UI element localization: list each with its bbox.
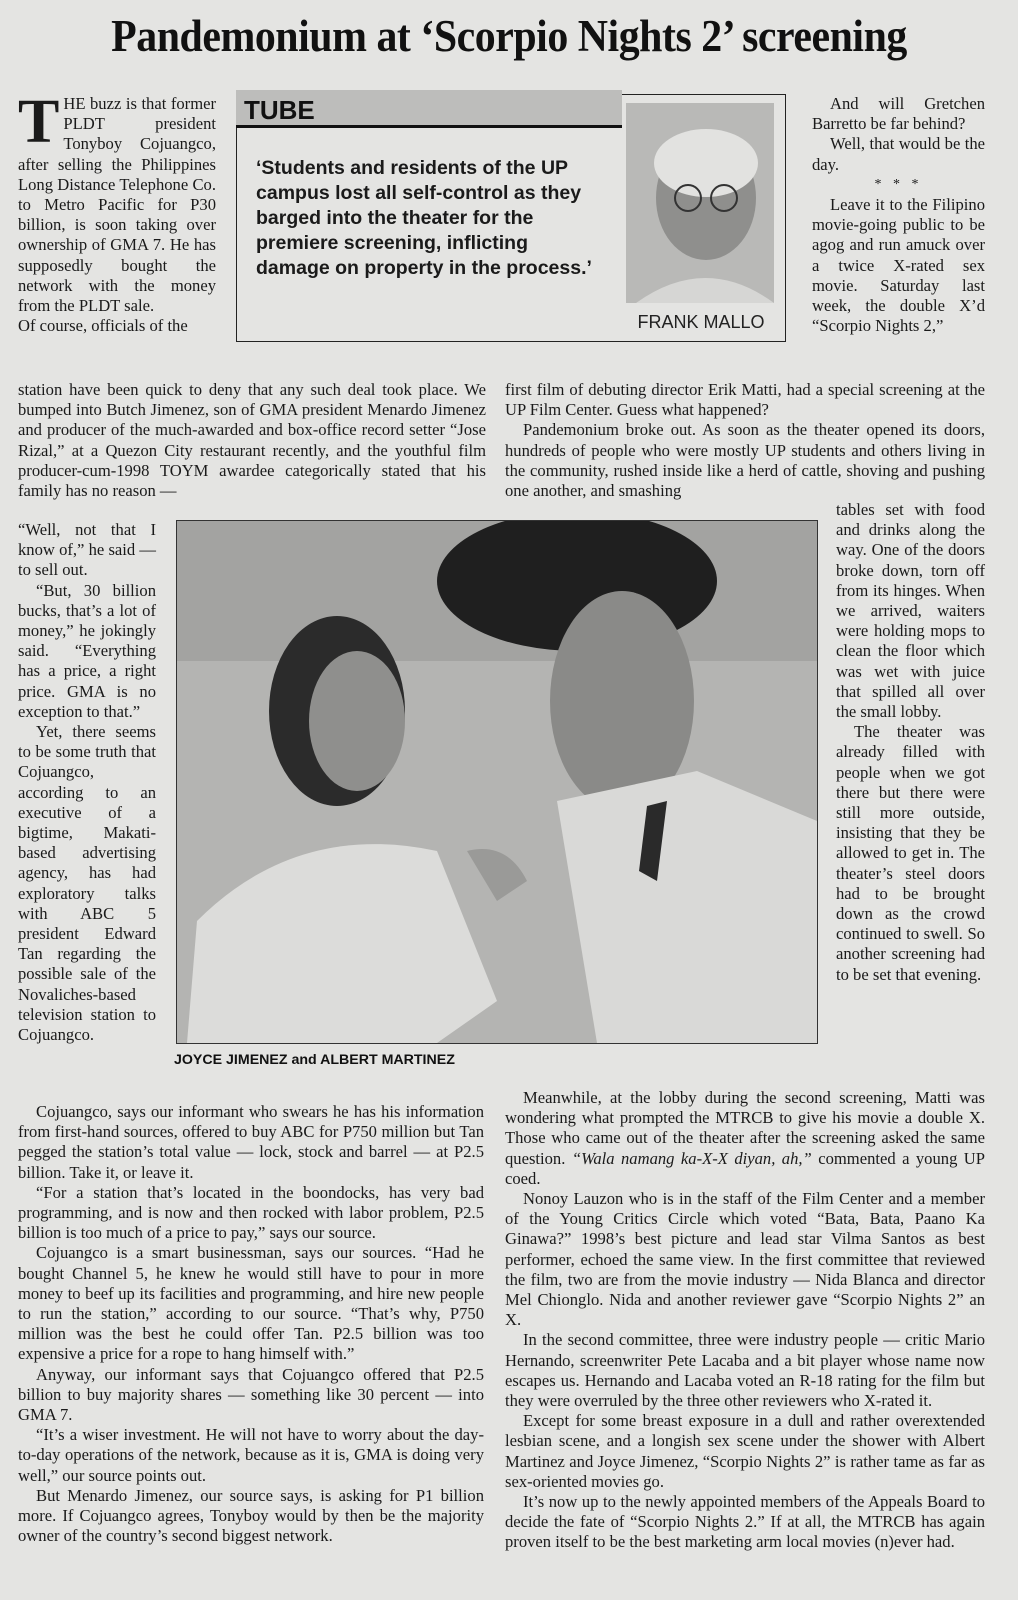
columnist-photo	[626, 103, 774, 303]
section-label: TUBE	[236, 90, 622, 128]
paragraph: Anyway, our informant says that Cojuangco offered that P2.5 billion to buy majority shares — something like 30 percent — into GMA 7.	[18, 1364, 484, 1425]
photo-caption: JOYCE JIMENEZ and ALBERT MARTINEZ	[174, 1052, 455, 1068]
paragraph: “It’s a wiser investment. He will not have to worry about the day-to-day operations of the network, because as it is, GMA is doing very well,” our source points out.	[18, 1425, 484, 1485]
left-column-wide	[18, 380, 486, 501]
paragraph: The theater was already filled with people when we got there but there were still more outside, insisting that they be allowed to get in. The theater’s steel doors had to be brought down as the crowd continued to swell. So another screening had to be set that evening.	[836, 722, 985, 984]
paragraph: In the second committee, three were industry people — critic Mario Hernando, screenwriter Pete Lacaba and a bit player whose name now escapes us. Hernando and Lacaba voted an R-18 rating for the film but they were overruled by the three other reviewers who X-rated it.	[505, 1330, 985, 1411]
paragraph: It’s now up to the newly appointed members of the Appeals Board to decide the fate of “Scorpio Nights 2.” If at all, the MTRCB has again proven itself to be the best marketing arm local movies (n)ever had.	[505, 1492, 985, 1552]
paragraph: Cojuangco, says our informant who swears he has his information from first-hand sources, offered to buy ABC for P750 million but Tan pegged the station’s total value — lock, stock and barrel — at P2.5 billion. Take it, or leave it.	[18, 1102, 484, 1182]
paragraph: HE buzz is that former PLDT president Tonyboy Cojuangco, after selling the Philippines Long Distance Telephone Co. to Metro Pacific for P30 billion, is soon taking over ownership of GMA 7. He has supposedly bought the network with the money from the PLDT sale.	[18, 94, 216, 316]
paragraph: But Menardo Jimenez, our source says, is asking for P1 billion more. If Cojuangco agrees, Tonyboy would by then be the majority owner of the country’s second biggest network.	[18, 1485, 484, 1546]
paragraph: Of course, officials of the	[18, 316, 188, 336]
movie-still-photo	[176, 520, 818, 1044]
paragraph-text: commented a young UP coed.	[505, 1148, 986, 1188]
columnist-name: FRANK MALLO	[637, 312, 765, 332]
right-column-top	[812, 94, 985, 336]
italic-quote: “Wala namang ka-X-X diyan, ah,”	[571, 1148, 812, 1168]
right-column-bottom	[505, 1088, 985, 1553]
pull-quote: ‘Students and residents of the UP campus lost all self-control as they barged into the theater for the premiere screening, inflicting damage on property in the process.’	[256, 157, 592, 279]
paragraph: tables set with food and drinks along the way. One of the doors broke down, torn off from its hinges. When we arrived, waiters were holding mops to clean the floor which was wet with juice that spilled all over the small lobby.	[836, 500, 985, 722]
paragraph	[505, 1088, 985, 1189]
right-column-narrow	[836, 500, 985, 985]
paragraph: Pandemonium broke out. As soon as the theater opened its doors, hundreds of people who were mostly UP students and others living in the community, rushed inside like a herd of cattle, shoving and pushing one another, and smashing	[505, 420, 985, 501]
paragraph: “Well, not that I know of,” he said — to sell out.	[18, 520, 156, 580]
paragraph: Except for some breast exposure in a dull and rather overextended lesbian scene, and a longish sex scene under the shower with Albert Martinez and Joyce Jimenez, “Scorpio Nights 2” is rather tame as far as sex-oriented movies go.	[505, 1411, 985, 1491]
paragraph: Nonoy Lauzon who is in the staff of the Film Center and a member of the Young Critics Circle which voted “Bata, Bata, Paano Ka Ginawa?” 1998’s best picture and lead star Vilma Santos as best performer, echoed the same view. In the first committee that reviewed the film, two are from the movie industry — Nida Blanca and director Mel Chionglo. Nida and another reviewer gave “Scorpio Nights 2” an X.	[505, 1189, 985, 1330]
paragraph: Yet, there seems to be some truth that Cojuangco, according to an executive of a bigtime, Makati-based advertising agency, has had exploratory talks with ABC 5 president Edward Tan regarding the possible sale of the Novaliches-based television station to Cojuangco.	[18, 722, 156, 1045]
left-column-top	[18, 88, 216, 336]
headline: Pandemonium at ‘Scorpio Nights 2’ screening	[111, 11, 907, 61]
paragraph: “For a station that’s located in the boondocks, has very bad programming, and is now and then rocked with labor problem, P2.5 billion is too much of a price to pay,” says our source.	[18, 1182, 484, 1243]
drop-cap: T	[18, 88, 60, 156]
paragraph: Well, that would be the day.	[812, 134, 985, 174]
paragraph: station have been quick to deny that any such deal took place. We bumped into Butch Jimenez, son of GMA president Menardo Jimenez and producer of the much-awarded and box-office record setter “Jose Rizal,” at a Quezon City restaurant recently, and the youthful film producer-cum-1998 TOYM awardee categorically stated that his family has no reason —	[18, 380, 486, 501]
paragraph: Cojuangco is a smart businessman, says our sources. “Had he bought Channel 5, he knew he would still have to pour in more money to beef up its facilities and programming, and hire new people to run the station,” according to our source. “That’s why, P750 million was the best he could offer Tan. P2.5 billion was too expensive a price for a rope to hang himself with.”	[18, 1243, 484, 1364]
columnist-portrait-icon	[626, 103, 774, 303]
paragraph: Leave it to the Filipino movie-going public to be agog and run amuck over a twice X-rated sex movie. Saturday last week, the double X’d “Scorpio Nights 2,”	[812, 195, 985, 336]
paragraph: first film of debuting director Erik Matti, had a special screening at the UP Film Center. Guess what happened?	[505, 380, 985, 420]
section-divider: * * *	[874, 176, 923, 192]
movie-still-image-icon	[177, 521, 817, 1043]
paragraph-text: Meanwhile, at the lobby during the second screening, Matti was wondering what prompted the MTRCB to give his movie a double X. Those who came out of the theater after the screening asked the same question.	[505, 1088, 985, 1168]
paragraph: And will Gretchen Barretto be far behind?	[812, 94, 985, 134]
paragraph: “But, 30 billion bucks, that’s a lot of money,” he jokingly said. “Everything has a price, a right price. GMA is no exception to that.”	[18, 580, 156, 721]
right-column-wide	[505, 380, 985, 501]
left-column-bottom	[18, 1102, 484, 1546]
left-column-narrow	[18, 520, 156, 1045]
